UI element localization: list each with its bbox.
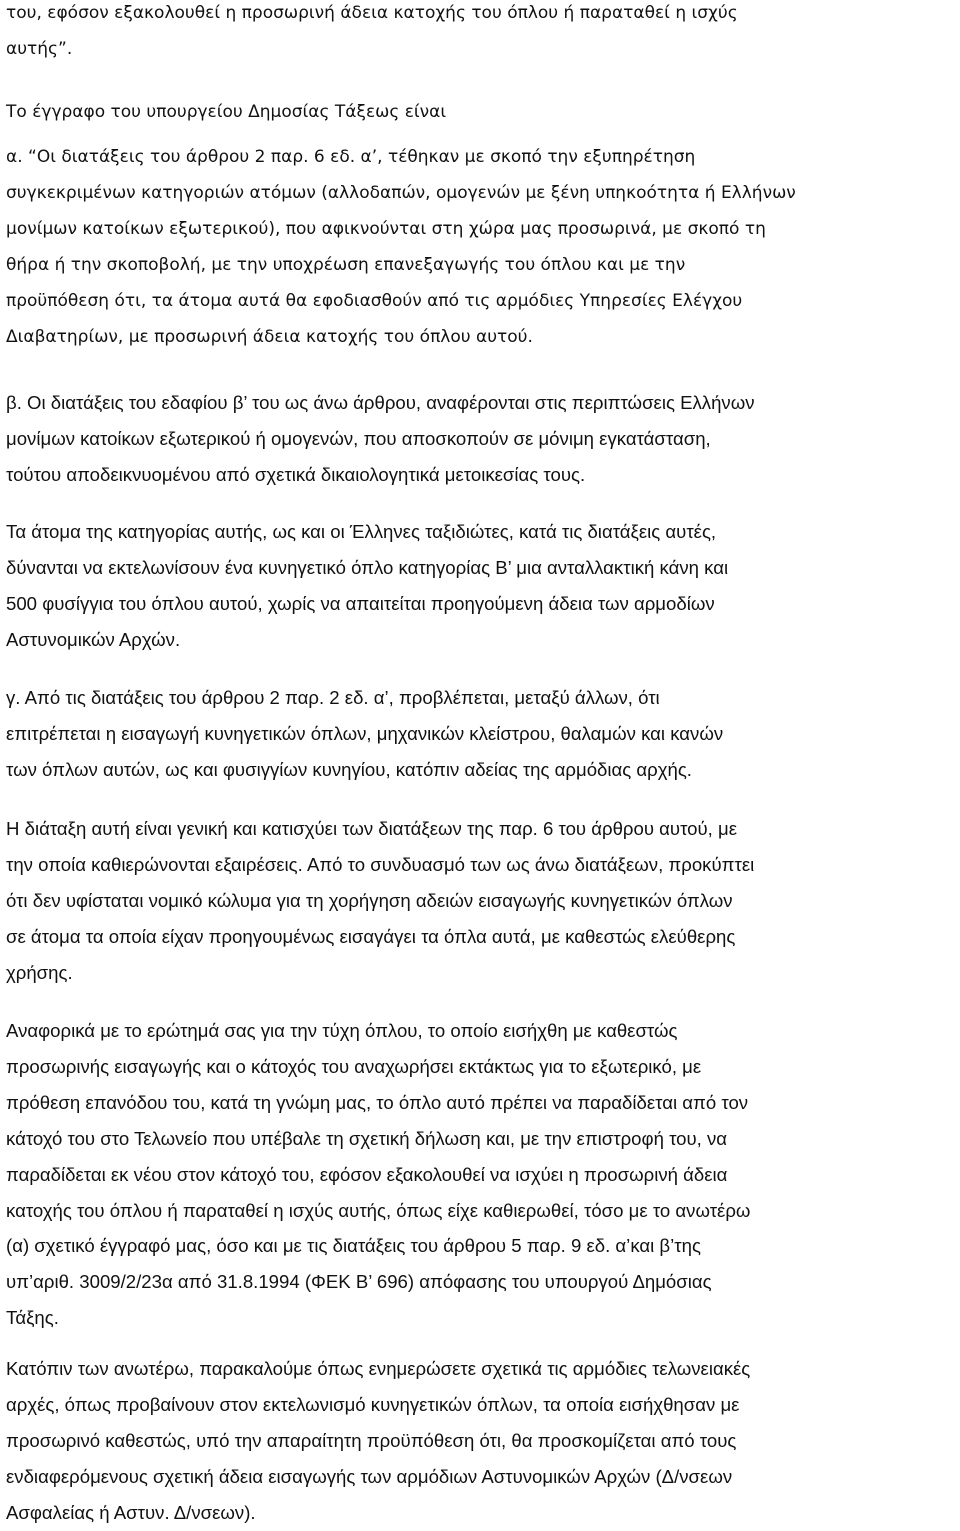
paragraph-line: θήρα ή την σκοποβολή, με την υποχρέωση επανεξαγωγής του όπλου και με την bbox=[6, 254, 686, 275]
paragraph-request bbox=[6, 1351, 750, 1531]
paragraph-line: α. “Οι διατάξεις του άρθρου 2 παρ. 6 εδ. α’, τέθηκαν με σκοπό την εξυπηρέτηση bbox=[6, 147, 696, 167]
paragraph-line: Τα άτομα της κατηγορίας αυτής, ως και οι Έλληνες ταξιδιώτες, κατά τις διατάξεις αυτές, bbox=[6, 521, 717, 542]
intro-line: αυτής”. bbox=[6, 38, 73, 59]
intro-heading: Το έγγραφο του υπουργείου Δημοσίας Τάξεως είναι bbox=[6, 101, 447, 122]
paragraph-line: συγκεκριμένων κατηγοριών ατόμων (αλλοδαπών, ομογενών με ξένη υπηκοότητα ή Ελλήνων bbox=[6, 182, 796, 203]
paragraph-line: Διαβατηρίων, με προσωρινή άδεια κατοχής του όπλου αυτού. bbox=[6, 326, 533, 347]
paragraph-line: προσωρινής εισαγωγής και ο κάτοχός του αναχωρήσει εκτάκτως για το εξωτερικό, με bbox=[6, 1055, 702, 1077]
paragraph-c bbox=[6, 680, 723, 788]
paragraph-line: μονίμων κατοίκων εξωτερικού), που αφικνούνται στη χώρα μας προσωρινά, με σκοπό τη bbox=[6, 218, 766, 239]
paragraph-line: προϋπόθεση ότι, τα άτομα αυτά θα εφοδιασθούν από τις αρμόδιες Υπηρεσίες Ελέγχου bbox=[6, 290, 743, 311]
paragraph-line: κάτοχό του στο Τελωνείο που υπέβαλε τη σχετική δήλωση και, με την επιστροφή του, να bbox=[6, 1127, 728, 1149]
paragraph-line: σε άτομα τα οποία είχαν προηγουμένως εισαγάγει τα όπλα αυτά, με καθεστώς ελεύθερης bbox=[6, 925, 736, 947]
paragraph-line: Ασφαλείας ή Αστυν. Δ/νσεων). bbox=[6, 1501, 256, 1523]
paragraph-line: ότι δεν υφίσταται νομικό κώλυμα για τη χορήγηση αδειών εισαγωγής κυνηγετικών όπλων bbox=[6, 889, 733, 911]
paragraph-line: Αναφορικά με το ερώτημά σας για την τύχη όπλου, το οποίο εισήχθη με καθεστώς bbox=[6, 1020, 678, 1041]
intro-line: του, εφόσον εξακολουθεί η προσωρινή άδεια κατοχής του όπλου ή παραταθεί η ισχύς bbox=[6, 3, 738, 23]
paragraph-line: τούτου αποδεικνυομένου από σχετικά δικαιολογητικά μετοικεσίας τους. bbox=[6, 463, 586, 485]
paragraph-line: των όπλων αυτών, ως και φυσιγγίων κυνηγίου, κατόπιν αδείας της αρμόδιας αρχής. bbox=[6, 758, 692, 780]
paragraph-line: επιτρέπεται η εισαγωγή κυνηγετικών όπλων, μηχανικών κλείστρου, θαλαμών και κανών bbox=[6, 722, 724, 744]
paragraph-line: πρόθεση επανόδου του, κατά τη γνώμη μας, το όπλο αυτό πρέπει να παραδίδεται από τον bbox=[6, 1091, 749, 1113]
paragraph-line: 500 φυσίγγια του όπλου αυτού, χωρίς να απαιτείται προηγούμενη άδεια των αρμοδίων bbox=[6, 592, 715, 614]
paragraph-line: γ. Από τις διατάξεις του άρθρου 2 παρ. 2 εδ. α’, προβλέπεται, μεταξύ άλλων, ότι bbox=[6, 687, 660, 708]
paragraph-line: Τάξης. bbox=[6, 1307, 59, 1329]
paragraph-line: αρχές, όπως προβαίνουν στον εκτελωνισμό κυνηγετικών όπλων, τα οποία εισήχθησαν με bbox=[6, 1393, 740, 1415]
paragraph-line: την οποία καθιερώνονται εξαιρέσεις. Από το συνδυασμό των ως άνω διατάξεων, προκύπτει bbox=[6, 853, 755, 875]
paragraph-b bbox=[6, 385, 755, 493]
intro-block bbox=[6, 0, 738, 131]
paragraph-line: κατοχής του όπλου ή παραταθεί η ισχύς αυτής, όπως είχε καθιερωθεί, τόσο με το ανωτέρω bbox=[6, 1199, 751, 1221]
paragraph-line: β. Οι διατάξεις του εδαφίου β’ του ως άνω άρθρου, αναφέρονται στις περιπτώσεις Ελλήνων bbox=[6, 392, 755, 413]
paragraph-line: παραδίδεται εκ νέου στον κάτοχό του, εφόσον εξακολουθεί να ισχύει η προσωρινή άδεια bbox=[6, 1163, 728, 1185]
paragraph-line: χρήσης. bbox=[6, 961, 73, 983]
paragraph-general bbox=[6, 811, 754, 991]
paragraph-line: (α) σχετικό έγγραφό μας, όσο και με τις διατάξεις του άρθρου 5 παρ. 9 εδ. α’και β’της bbox=[6, 1235, 701, 1257]
paragraph-line: προσωρινό καθεστώς, υπό την απαραίτητη προϋπόθεση ότι, θα προσκομίζεται από τους bbox=[6, 1429, 737, 1451]
paragraph-line: Αστυνομικών Αρχών. bbox=[6, 628, 181, 650]
paragraph-a bbox=[6, 140, 796, 355]
paragraph-line: μονίμων κατοίκων εξωτερικού ή ομογενών, που αποσκοπούν σε μόνιμη εγκατάσταση, bbox=[6, 427, 711, 449]
paragraph-line: δύνανται να εκτελωνίσουν ένα κυνηγετικό όπλο κατηγορίας Β’ μια ανταλλακτική κάνη και bbox=[6, 556, 729, 578]
paragraph-persons bbox=[6, 514, 728, 658]
paragraph-question bbox=[6, 1013, 750, 1336]
paragraph-line: Η διάταξη αυτή είναι γενική και κατισχύει των διατάξεων της παρ. 6 του άρθρου αυτού, με bbox=[6, 818, 738, 839]
paragraph-line: ενδιαφερόμενους σχετική άδεια εισαγωγής των αρμόδιων Αστυνομικών Αρχών (Δ/νσεων bbox=[6, 1465, 733, 1487]
paragraph-line: υπ’αριθ. 3009/2/23α από 31.8.1994 (ΦΕΚ Β’ 696) απόφασης του υπουργού Δημόσιας bbox=[6, 1271, 712, 1293]
paragraph-line: Κατόπιν των ανωτέρω, παρακαλούμε όπως ενημερώσετε σχετικά τις αρμόδιες τελωνειακές bbox=[6, 1358, 751, 1379]
